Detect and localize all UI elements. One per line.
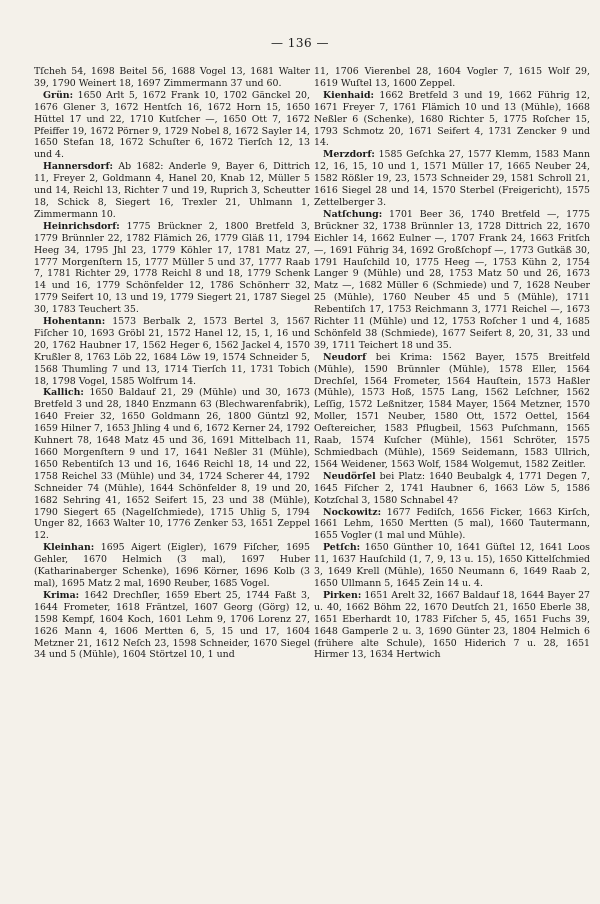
register-entry	[314, 542, 590, 590]
register-entry	[34, 221, 310, 316]
place-name: Natſchung:	[323, 208, 383, 220]
place-name: Neudörſel	[323, 470, 376, 482]
register-entry	[314, 66, 590, 90]
register-entry	[34, 66, 310, 90]
place-name: Neudorf	[323, 351, 367, 363]
entry-text: Tſcheh 54, 1698 Beitel 56, 1688 Vogel 13, 1681 Walter 39, 1790 Weinert 18, 1697 Zimmermann 37 und 60.	[34, 66, 310, 89]
register-entry	[314, 507, 590, 543]
register-entry	[314, 352, 590, 471]
entry-text: 1677 Fediſch, 1656 Ficker, 1663 Kirſch, 1661 Lehm, 1650 Mertten (5 mal), 1660 Tautermann, 1655 Vogler (1 mal und Mühle).	[314, 506, 590, 542]
entry-text: 11, 1706 Vierenbel 28, 1604 Vogler 7, 1615 Wolf 29, 1619 Wuſtel 13, 1600 Zeppel.	[314, 66, 590, 89]
place-name: Kienhaid:	[323, 89, 374, 101]
register-entry	[314, 90, 590, 150]
place-name: Hohentann:	[43, 316, 106, 328]
register-entry	[314, 471, 590, 507]
register-entry	[34, 387, 310, 542]
place-name: Pirken:	[323, 589, 362, 601]
page-number: — 136 —	[270, 36, 330, 50]
entry-text: Ab 1682: Anderle 9, Bayer 6, Dittrich 11, Freyer 2, Goldmann 4, Hanel 20, Knab 12, Müller 5 und 14, Reichl 13, Richter 7 und 19, Ruprich 3, Scheutter 18, Schick 8, Siegert 16, Trexler 21, Uhlmann 1, Zimmermann 10.	[34, 161, 310, 220]
register-entry	[34, 161, 310, 221]
place-name: Kleinhan:	[43, 542, 95, 554]
register-entry	[314, 149, 590, 209]
register-entry	[314, 209, 590, 352]
entry-text: bei Platz: 1640 Beubalgk 4, 1771 Degen 7, 1645 Fiſcher 2, 1741 Haubner 6, 1663 Löw 5, 1586 Kotzſchal 3, 1580 Schnabel 4?	[314, 470, 590, 506]
register-entry	[314, 590, 590, 661]
entry-text: 1650 Arlt 5, 1672 Frank 10, 1702 Gänckel 20, 1676 Glener 3, 1672 Hentſch 16, 1672 Horn 15, 1650 Hüttel 17 und 22, 1710 Kutſcher —, 1650 Ott 7, 1672 Pfeiffer 19, 1672 Pörner 9, 1729 Nobel 8, 1672 Sayler 14, 1650 Stefan 18, 1672 Schuſter 6, 1672 Tierſch 12, 13 und 4.	[34, 89, 310, 161]
place-name: Heinrichsdorf:	[43, 220, 120, 232]
place-name: Krima:	[43, 589, 80, 601]
place-name: Nockowitz:	[323, 506, 382, 518]
place-name: Hannersdorf:	[43, 161, 113, 173]
place-name: Grün:	[43, 89, 74, 101]
entry-text: 1573 Berbalk 2, 1573 Bertel 3, 1567 Fiſcher 10, 1693 Gröbl 21, 1572 Hanel 12, 15, 1, 16 und 20, 1762 Haubner 17, 1562 Heger 6, 1562 Jackel 4, 1570 Krußler 8, 1763 Löb 22, 1684 Löw 19, 1574 Schneider 5, 1568 Thumling 7 und 13, 1714 Tierſch 11, 1731 Tobich 18, 1798 Vogel, 1585 Wolfrum 14.	[34, 316, 310, 387]
right-column	[314, 66, 590, 661]
place-name: Kallich:	[43, 387, 84, 399]
register-entry	[34, 90, 310, 161]
entry-text: 1775 Brückner 2, 1800 Bretfeld 3, 1779 Brünnler 22, 1782 Flämich 26, 1779 Gläß 11, 1794 Heeg 34, 1795 Jhl 23, 1779 Köhler 17, 1781 Matz 27, 1777 Morgenſtern 15, 1777 Müller 5 und 37, 1777 Raab 7, 1781 Richter 29, 1778 Reichl 8 und 18, 1779 Schenk 14 und 16, 1779 Schönfelder 12, 1786 Schönherr 32, 1779 Seifert 10, 13 und 19, 1779 Siegert 21, 1787 Siegel 30, 1783 Teuchert 35.	[34, 220, 310, 316]
entry-text: 1650 Günther 10, 1641 Güſtel 12, 1641 Loos 11, 1637 Hauſchild (1, 7, 9, 13 u. 15), 1650 Kittelſchmied 3, 1649 Krell (Mühle), 1650 Neumann 6, 1649 Raab 2, 1650 Ullmann 5, 1645 Zein 14 u. 4.	[314, 542, 590, 589]
entry-text: 1651 Arelt 32, 1667 Baldauf 18, 1644 Bayer 27 u. 40, 1662 Böhm 22, 1670 Deutſch 21, 1650 Eberle 38, 1651 Eberhardt 10, 1783 Fiſcher 5, 45, 1651 Fuchs 39, 1648 Gamperle 2 u. 3, 1690 Günter 23, 1804 Helmich 6 (frühere alte Schule), 1650 Hiderich 7 u. 28, 1651 Hirmer 13, 1634 Hertwich	[314, 589, 590, 661]
place-name: Merzdorf:	[323, 149, 375, 161]
place-name: Petſch:	[323, 542, 361, 554]
entry-text: 1695 Aigert (Eigler), 1679 Fiſcher, 1695 Gehler, 1670 Helmich (3 mal), 1697 Huber (Katharinaberger Schenke), 1696 Körner, 1696 Kolb (3 mal), 1695 Matz 2 mal, 1690 Reuber, 1685 Vogel.	[34, 542, 310, 589]
entry-text: bei Krima: 1562 Bayer, 1575 Breitfeld (Mühle), 1590 Brünnler (Mühle), 1578 Eller, 1564 Drechſel, 1564 Frometer, 1564 Hauſtein, 1573 Haßler (Mühle), 1573 Hoß, 1575 Lang, 1562 Leſchner, 1562 Leſſig, 1572 Leßnitzer, 1584 Mayer, 1564 Metzner, 1570 Moller, 1571 Neuber, 1580 Ott, 1572 Oettel, 1564 Oeſtereicher, 1583 Pflugbeil, 1563 Puſchmann, 1565 Raab, 1574 Kuſcher (Mühle), 1561 Schröter, 1575 Schmiedbach (Mühle), 1569 Seidemann, 1583 Ullrich, 1564 Weidener, 1563 Wolf, 1584 Wolgemut, 1582 Zeitler.	[314, 351, 590, 470]
entry-text: 1650 Baldauf 21, 29 (Mühle) und 30, 1673 Bretfeld 3 und 28, 1840 Enzmann 63 (Blechwarenfabrik), 1640 Freier 32, 1650 Goldmann 26, 1800 Güntzl 92, 1659 Hilner 7, 1653 Jhling 4 und 6, 1672 Kerner 24, 1792 Kuhnert 78, 1648 Matz 45 und 36, 1691 Mittelbach 11, 1660 Morgenſtern 9 und 17, 1641 Neßler 31 (Mühle), 1650 Rebentiſch 13 und 16, 1646 Reichl 18, 14 und 22, 1758 Reichel 33 (Mühle) und 34, 1724 Scherer 44, 1792 Schneider 74 (Mühle), 1644 Schönfelder 8, 19 und 20, 1682 Sehring 41, 1652 Seifert 15, 23 und 38 (Mühle), 1790 Siegert 65 (Nagelſchmiede), 1715 Uhlig 5, 1794 Unger 82, 1663 Walter 10, 1776 Zenker 53, 1651 Zeppel 12.	[34, 387, 310, 542]
left-column	[34, 66, 310, 661]
register-entry	[34, 316, 310, 387]
entry-text: 1642 Drechſler, 1659 Ebert 25, 1744 Faßt 3, 1644 Frometer, 1618 Fräntzel, 1607 Georg (Görg) 12, 1598 Kempf, 1604 Koch, 1601 Lehm 9, 1706 Lorenz 27, 1626 Mann 4, 1606 Mertten 6, 5, 15 und 17, 1604 Metzner 21, 1612 Neſch 23, 1598 Schneider, 1670 Siegel 34 und 5 (Mühle), 1604 Störtzel 10, 1 und	[34, 589, 310, 661]
register-entry	[34, 542, 310, 590]
entry-text: 1662 Bretfeld 3 und 19, 1662 Führig 12, 1671 Freyer 7, 1761 Flämich 10 und 13 (Mühle), 1668 Neßler 6 (Schenke), 1680 Richter 5, 1775 Roſcher 15, 1793 Schmotz 20, 1671 Seifert 4, 1731 Zencker 9 und 14.	[314, 89, 590, 149]
entry-text: 1585 Geſchka 27, 1577 Klemm, 1583 Mann 12, 16, 15, 10 und 1, 1571 Müller 17, 1665 Neuber 24, 1582 Rößler 19, 23, 1573 Schneider 29, 1581 Schroll 21, 1616 Siegel 28 und 14, 1570 Sterbel (Freigericht), 1575 Zettelberger 3.	[314, 149, 590, 208]
register-entry	[34, 590, 310, 661]
entry-text: 1701 Beer 36, 1740 Bretfeld —, 1775 Brückner 32, 1738 Brünnler 13, 1728 Dittrich 22, 1670 Eichler 14, 1662 Eulner —, 1707 Frank 24, 1663 Fritſch —, 1691 Führig 34, 1692 Großſchopf —, 1773 Gutkäß 30, 1791 Hauſchild 10, 1775 Heeg —, 1753 Kühn 2, 1754 Langer 9 (Mühle) und 28, 1753 Matz 50 und 26, 1673 Matz —, 1682 Müller 6 (Schmiede) und 7, 1628 Neuber 25 (Mühle), 1760 Neuber 45 und 5 (Mühle), 1711 Rebentiſch 17, 1753 Reichmann 3, 1771 Reichel —, 1673 Richter 11 (Mühle) und 12, 1753 Roſcher 1 und 4, 1685 Schönfeld 38 (Schmiede), 1677 Seifert 8, 20, 31, 33 und 39, 1711 Teichert 18 und 35.	[314, 208, 590, 351]
